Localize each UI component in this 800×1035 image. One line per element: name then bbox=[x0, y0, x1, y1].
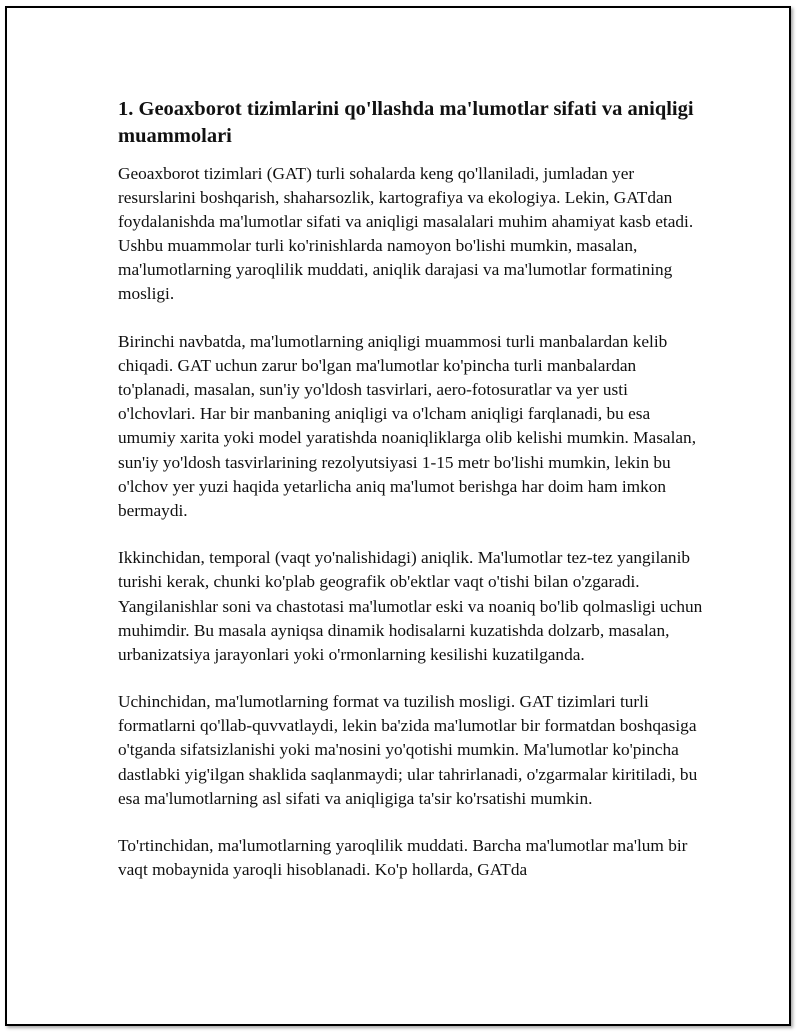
section-heading: 1. Geoaxborot tizimlarini qo'llashda ma'lumotlar sifati va aniqligi muammolari bbox=[118, 98, 694, 147]
paragraph-third-issue: Uchinchidan, ma'lumotlarning format va tuzilish mosligi. GAT tizimlari turli formatlarni qo'llab-quvvatlaydi, lekin ba'zida ma'lumotlar bir formatdan boshqasiga o'tganda sifatsizlanishi yoki ma'nosini yo'qotishi mumkin. Ma'lumotlar ko'pincha dastlabki yig'ilgan shaklida saqlanmaydi; ular tahrirlanadi, o'zgarmalar kiritiladi, bu esa ma'lumotlarning asl sifati va aniqligiga ta'sir ko'rsatishi mumkin. bbox=[118, 692, 698, 808]
paragraph-intro: Geoaxborot tizimlari (GAT) turli sohalarda keng qo'llaniladi, jumladan yer resurslarini boshqarish, shaharsozlik, kartografiya va ekologiya. Lekin, GATdan foydalanishda ma'lumotlar sifati va aniqligi masalalari muhim ahamiyat kasb etadi. Ushbu muammolar turli ko'rinishlarda namoyon bo'lishi mumkin, masalan, ma'lumotlarning yaroqlilik muddati, aniqlik darajasi va ma'lumotlar formatining mosligi. bbox=[118, 164, 694, 304]
document-page bbox=[5, 6, 791, 1026]
paragraph-fourth-issue: To'rtinchidan, ma'lumotlarning yaroqlilik muddati. Barcha ma'lumotlar ma'lum bir vaqt mobaynida yaroqli hisoblanadi. Ko'p hollarda, GATda bbox=[118, 836, 688, 880]
paragraph-first-issue: Birinchi navbatda, ma'lumotlarning aniqligi muammosi turli manbalardan kelib chiqadi. GAT uchun zarur bo'lgan ma'lumotlar ko'pincha turli manbalardan to'planadi, masalan, sun'iy yo'ldosh tasvirlari, aero-fotosuratlar va yer usti o'lchovlari. Har bir manbaning aniqligi va o'lcham aniqligi farqlanadi, bu esa umumiy xarita yoki model yaratishda noaniqliklarga olib kelishi mumkin. Masalan, sun'iy yo'ldosh tasvirlarining rezolyutsiyasi 1-15 metr bo'lishi mumkin, lekin bu o'lchov yer yuzi haqida yetarlicha aniq ma'lumot berishga har doim ham imkon bermaydi. bbox=[118, 332, 697, 520]
paragraph-second-issue: Ikkinchidan, temporal (vaqt yo'nalishidagi) aniqlik. Ma'lumotlar tez-tez yangilanib turishi kerak, chunki ko'plab geografik ob'ektlar vaqt o'tishi bilan o'zgaradi. Yangilanishlar soni va chastotasi ma'lumotlar eski va noaniq bo'lib qolmasligi uchun muhimdir. Bu masala ayniqsa dinamik hodisalarni kuzatishda dolzarb, masalan, urbanizatsiya jarayonlari yoki o'rmonlarning kesilishi kuzatilganda. bbox=[118, 548, 703, 664]
document-content bbox=[118, 96, 703, 906]
